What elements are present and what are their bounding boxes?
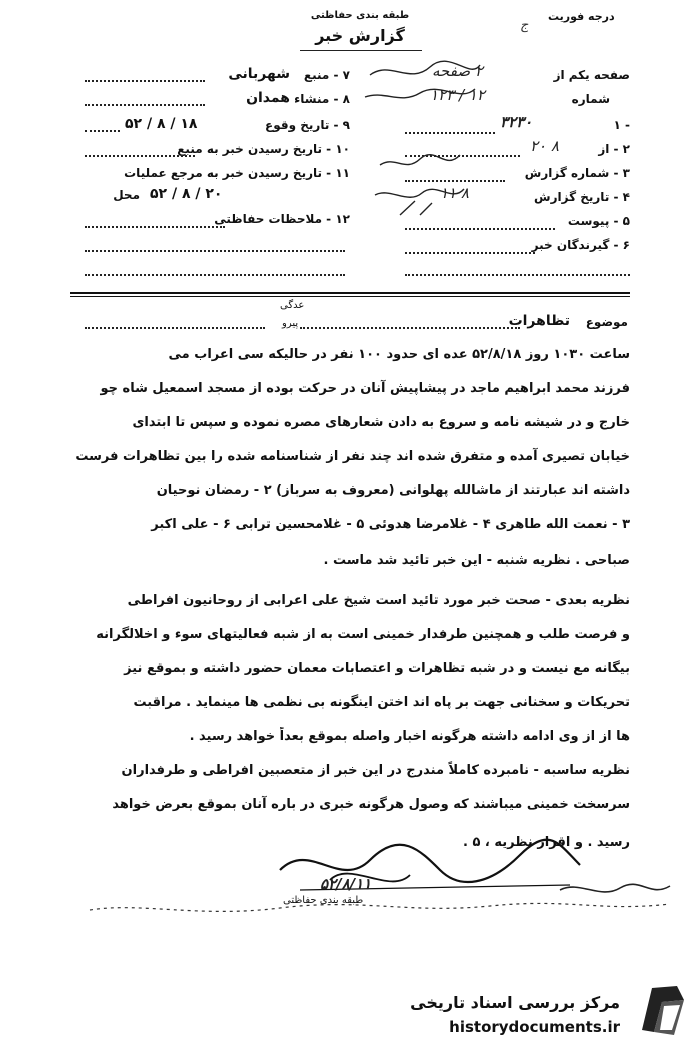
category-label: طبقه بندی حفاظتی xyxy=(310,10,410,21)
field-6-dots xyxy=(405,252,535,254)
handwritten-annotation xyxy=(360,55,490,225)
body-line: ساعت ۱۰۳۰ روز ۵۲/۸/۱۸ عده ای حدود ۱۰۰ نفر در حالیکه سی اعراب می xyxy=(168,347,630,362)
field-4-value: ۱۱ ۸ xyxy=(440,184,469,202)
field-12-dots xyxy=(85,226,225,228)
field-3: ۳ - شماره گزارش xyxy=(524,166,630,180)
body-line: داشته اند عبارتند از ماشالله پهلوانی (معروف به سرباز) ۲ - رمضان نوحیان xyxy=(156,483,630,498)
body-line: سرسخت خمینی میباشند که وصول هرگونه خبری در باره آنان بموقع بعرض خواهد xyxy=(112,797,630,812)
footer-category: طبقه بندی حفاظتی xyxy=(283,895,364,906)
subject-center-top: عدگی xyxy=(280,300,305,311)
footer-date: ۵۲/۸/۱۱ xyxy=(320,875,372,893)
field-extra-dots xyxy=(405,274,630,276)
body-line: فرزند محمد ابراهیم ماجد در پیشاپیش آنان در حرکت بوده از مسجد اسمعیل شاه چو xyxy=(100,381,630,396)
body-line: رسید . و اقرار نظریه ، ۵ . xyxy=(463,835,630,850)
body-line: خیابان تصیری آمده و متفرق شده اند چند نفر از شناسنامه شده را بین تظاهرات فرست xyxy=(75,449,630,464)
field-12b-dots xyxy=(85,250,345,252)
header-separator xyxy=(70,292,630,294)
body-line: صباحی . نظریه شنبه - این خبر تائید شد ماست . xyxy=(323,553,630,568)
field-1: ۱ - xyxy=(613,118,630,132)
body-line: بیگانه مع نیست و در شبه تظاهرات و اعتصابات معمان حضور داشته و بموقع نیز xyxy=(124,661,630,676)
field-7: ۷ - منبع xyxy=(303,68,350,82)
field-8: ۸ - منشاء xyxy=(294,92,350,106)
field-9: ۹ - تاریخ وقوع xyxy=(265,118,350,132)
report-title: گزارش خبر xyxy=(315,26,405,45)
field-2: ۲ - از xyxy=(598,142,630,156)
subject-center-bottom: پیرو xyxy=(282,318,299,329)
body-line: و فرصت طلب و همچنین طرفدار خمینی است به از شبه فعالیتهای سوء و اخلالگرانه xyxy=(96,627,630,642)
footer-stamp-line xyxy=(80,880,680,930)
field-number: شماره xyxy=(571,92,610,106)
field-10: ۱۰ - تاریخ رسیدن خبر به منبع xyxy=(177,142,350,156)
field-8-dots xyxy=(85,104,205,106)
subject-dots-left xyxy=(85,327,265,329)
field-location-value: ۵۲ / ۸ / ۲۰ xyxy=(150,186,223,202)
field-page: صفحه یکم از xyxy=(553,68,630,82)
field-4: ۴ - تاریخ گزارش xyxy=(534,190,630,204)
body-line: خارج و در شیشه نامه و سروع به دادن شعارهای مصره نموده و سپس تا ابتدای xyxy=(132,415,630,430)
priority-label: درجه فوریت xyxy=(548,10,615,23)
field-1-value: ۳۲۳۰ xyxy=(500,113,533,131)
field-9-value: ۵۲ / ۸ / ۱۸ xyxy=(125,116,198,132)
field-5: ۵ - پیوست xyxy=(567,214,630,228)
subject-label: موضوع xyxy=(585,315,628,329)
watermark-site: historydocuments.ir xyxy=(449,1018,620,1036)
priority-value: ج xyxy=(520,18,529,33)
body-line: ۳ - نعمت الله طاهری ۴ - غلامرضا هدوئی ۵ - غلامحسین ترابی ۶ - علی اکبر xyxy=(151,517,630,532)
body-line: نظریه ساسبه - نامبرده کاملاً مندرج در این خبر از متعصبین افراطی و طرفداران xyxy=(121,763,630,778)
body-line: ها از از وی ادامه داشته هرگونه اخبار واصله بموقع بعداً خواهد رسید . xyxy=(189,729,630,744)
field-9-dots xyxy=(85,130,120,132)
field-2-value: ۲۰ ۸ xyxy=(530,137,559,155)
header-separator-inner xyxy=(70,296,630,297)
field-6: ۶ - گیرندگان خبر xyxy=(531,238,630,252)
body-line: تحریکات و سخنانی جهت بر پاه اند اختن اینگونه بی نظمی ها مینماید . مراقبت xyxy=(133,695,630,710)
document-logo-icon xyxy=(632,980,692,1040)
field-page-value: ۲ صفحه xyxy=(432,62,483,80)
field-number-value: ۱۲۳ / ۱۲ xyxy=(430,86,485,104)
body-line: نظریه بعدی - صحت خبر مورد تائید است شیخ علی اعرابی از روحانیون افراطی xyxy=(127,593,630,608)
field-8-value: همدان xyxy=(246,90,290,106)
subject-dots-mid xyxy=(300,327,520,329)
field-11: ۱۱ - تاریخ رسیدن خبر به مرجع عملیات xyxy=(124,166,350,180)
field-10-dots xyxy=(85,155,195,157)
field-12c-dots xyxy=(85,274,345,276)
field-7-dots xyxy=(85,80,205,82)
subject-value: تظاهرات xyxy=(508,313,570,329)
field-location: محل xyxy=(113,188,140,202)
watermark-org: مرکز بررسی اسناد تاریخی xyxy=(410,993,620,1012)
field-7-value: شهربانی xyxy=(228,66,290,82)
field-12: ۱۲ - ملاحظات حفاظتی xyxy=(214,212,350,226)
field-5-dots xyxy=(405,228,555,230)
title-underline xyxy=(300,50,422,51)
